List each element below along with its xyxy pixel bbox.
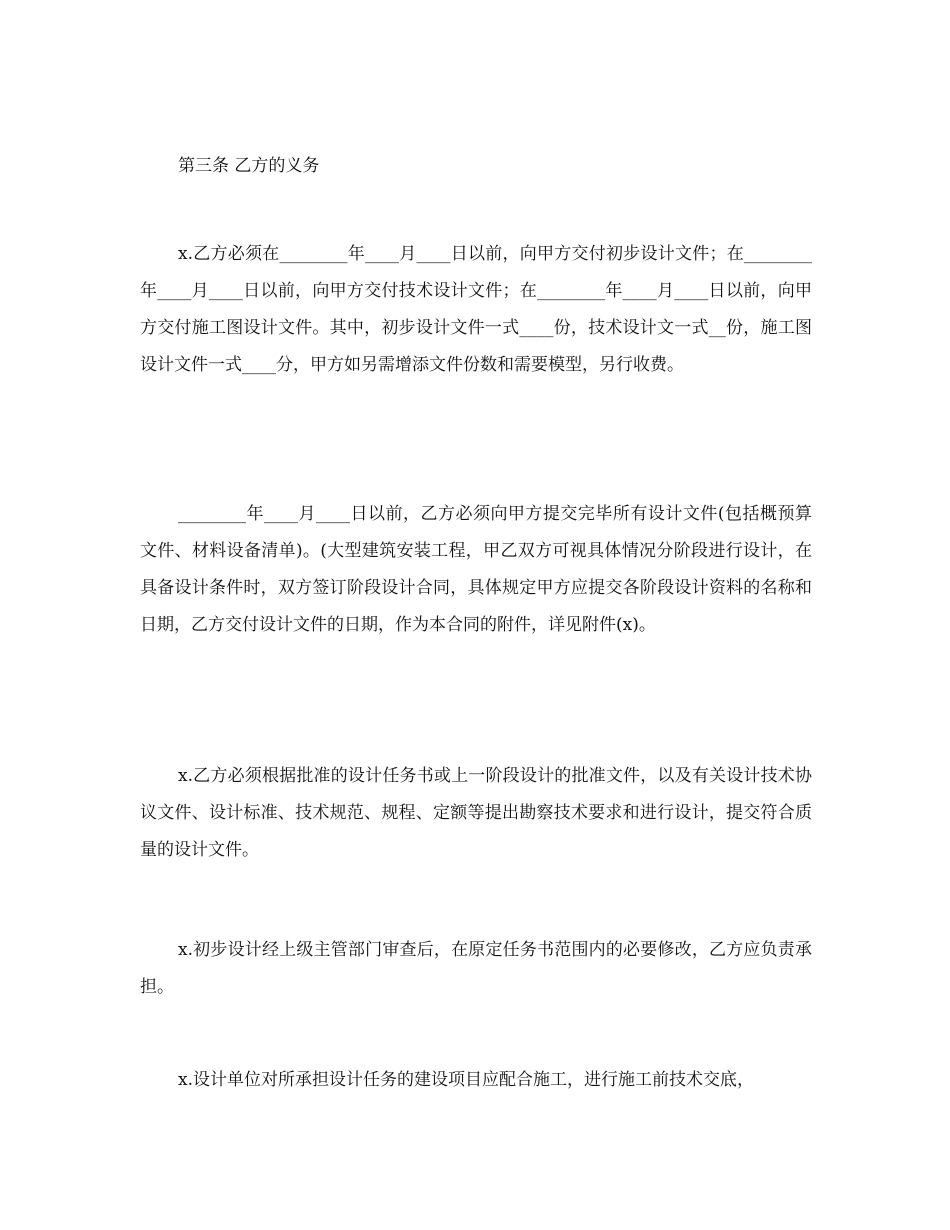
paragraph-construction-support: x.设计单位对所承担设计任务的建设项目应配合施工，进行施工前技术交底， xyxy=(178,1070,754,1090)
paragraph-design-basis: x.乙方必须根据批准的设计任务书或上一阶段设计的批准文件，以及有关设计技术协议文件、设计标准、技术规范、规程、定额等提出勘察技术要求和进行设计，提交符合质量的设计文件。 xyxy=(140,766,812,860)
section-heading: 第三条 乙方的义务 xyxy=(178,156,320,176)
paragraph-full-submission: ________年____月____日以前，乙方必须向甲方提交完毕所有设计文件(包括概预算文件、材料设备清单)。(大型建筑安装工程，甲乙双方可视具体情况分阶段进行设计，在具备设计条件时，双方签订阶段设计合同，具体规定甲方应提交各阶段设计资料的名称和日期，乙方交付设计文件的日期，作为本合同的附件，详见附件(x)。 xyxy=(140,504,812,635)
paragraph-revisions: x.初步设计经上级主管部门审查后，在原定任务书范围内的必要修改，乙方应负责承担。 xyxy=(140,940,812,997)
paragraph-delivery-schedule: x.乙方必须在________年____月____日以前，向甲方交付初步设计文件；在________年____月____日以前，向甲方交付技术设计文件；在________年____月____日以前，向甲方交付施工图设计文件。其中，初步设计文件一式____份，技术设计文一式__份，施工图设计文件一式____分，甲方如另需增添文件份数和需要模型，另行收费。 xyxy=(140,244,812,375)
